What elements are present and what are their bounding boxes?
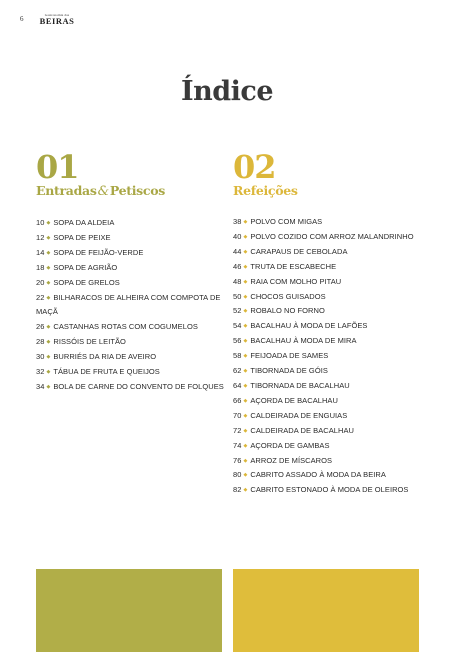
toc-entry bbox=[233, 364, 423, 379]
toc-entry bbox=[233, 409, 423, 424]
diamond-icon: ◆ bbox=[243, 368, 248, 375]
diamond-icon: ◆ bbox=[243, 263, 248, 270]
toc-page-number: 72 bbox=[233, 425, 242, 435]
toc-recipe-name: CASTANHAS ROTAS COM COGUMELOS bbox=[53, 322, 198, 332]
toc-recipe-name: AÇORDA DE GAMBAS bbox=[250, 440, 330, 450]
diamond-icon: ◆ bbox=[243, 382, 248, 389]
toc-page-number: 66 bbox=[233, 395, 242, 405]
toc-page-number: 34 bbox=[36, 381, 45, 391]
toc-recipe-name: ARROZ DE MÍSCAROS bbox=[250, 455, 333, 465]
toc-entry bbox=[36, 246, 226, 261]
ampersand: & bbox=[97, 184, 109, 199]
section-title bbox=[233, 184, 423, 198]
toc-recipe-name: TÁBUA DE FRUTA E QUEIJOS bbox=[53, 367, 160, 377]
toc-recipe-name: SOPA DE GRELOS bbox=[53, 277, 120, 287]
toc-entry bbox=[36, 216, 226, 231]
section-title-part2: Petiscos bbox=[109, 183, 166, 198]
toc-recipe-name: BACALHAU À MODA DE MIRA bbox=[250, 336, 357, 346]
toc-entry bbox=[36, 276, 226, 291]
toc-entry bbox=[233, 394, 423, 409]
toc-entry bbox=[36, 335, 226, 350]
toc-entry bbox=[233, 483, 423, 498]
diamond-icon: ◆ bbox=[243, 353, 248, 360]
diamond-icon: ◆ bbox=[243, 248, 248, 255]
toc-recipe-name: CALDEIRADA DE BACALHAU bbox=[250, 425, 354, 435]
gold-color-block bbox=[233, 569, 419, 652]
diamond-icon: ◆ bbox=[243, 472, 248, 479]
toc-entry bbox=[233, 319, 423, 334]
recipe-list bbox=[233, 215, 423, 498]
toc-page-number: 74 bbox=[233, 440, 242, 450]
diamond-icon: ◆ bbox=[46, 383, 51, 390]
diamond-icon: ◆ bbox=[243, 233, 248, 240]
section-number: 01 bbox=[36, 148, 79, 186]
olive-color-block bbox=[36, 569, 222, 652]
diamond-icon: ◆ bbox=[243, 338, 248, 345]
diamond-icon: ◆ bbox=[46, 220, 51, 226]
toc-recipe-name: BILHARACOS DE ALHEIRA COM COMPOTA DE MAÇÃ bbox=[36, 292, 221, 317]
toc-page-number: 12 bbox=[36, 232, 45, 242]
section-title bbox=[36, 184, 226, 199]
diamond-icon: ◆ bbox=[243, 219, 248, 225]
toc-entry bbox=[233, 304, 423, 319]
section-refeicoes bbox=[233, 150, 423, 498]
toc-recipe-name: ROBALO NO FORNO bbox=[250, 306, 325, 316]
toc-page-number: 80 bbox=[233, 470, 242, 480]
toc-entry bbox=[36, 291, 226, 321]
toc-page-number: 22 bbox=[36, 292, 45, 302]
toc-recipe-name: TIBORNADA DE GÓIS bbox=[250, 366, 328, 376]
diamond-icon: ◆ bbox=[46, 324, 51, 331]
toc-entry bbox=[233, 245, 423, 260]
toc-page-number: 44 bbox=[233, 246, 242, 256]
diamond-icon: ◆ bbox=[243, 397, 248, 404]
toc-entry bbox=[36, 365, 226, 380]
toc-entry bbox=[233, 349, 423, 364]
toc-recipe-name: FEIJOADA DE SAMES bbox=[250, 351, 329, 361]
toc-entry bbox=[233, 260, 423, 275]
toc-entry bbox=[233, 275, 423, 290]
toc-recipe-name: TRUTA DE ESCABECHE bbox=[250, 261, 337, 271]
toc-page-number: 32 bbox=[36, 367, 45, 377]
toc-page-number: 70 bbox=[233, 410, 242, 420]
toc-recipe-name: SOPA DE PEIXE bbox=[53, 232, 111, 242]
diamond-icon: ◆ bbox=[243, 487, 248, 494]
diamond-icon: ◆ bbox=[243, 442, 248, 449]
toc-entry bbox=[233, 424, 423, 439]
toc-entry bbox=[36, 320, 226, 335]
toc-page-number: 18 bbox=[36, 262, 45, 272]
toc-page-number: 48 bbox=[233, 276, 242, 286]
diamond-icon: ◆ bbox=[243, 278, 248, 285]
toc-page-number: 58 bbox=[233, 351, 242, 361]
brand-logo bbox=[36, 14, 78, 26]
toc-entry bbox=[36, 231, 226, 246]
toc-recipe-name: SOPA DA ALDEIA bbox=[53, 218, 115, 227]
diamond-icon: ◆ bbox=[243, 308, 248, 315]
logo-wordmark: BEIRAS bbox=[39, 16, 75, 27]
section-number: 02 bbox=[233, 148, 276, 186]
toc-recipe-name: CABRITO ESTONADO À MODA DE OLEIROS bbox=[250, 485, 409, 495]
diamond-icon: ◆ bbox=[243, 323, 248, 330]
diamond-icon: ◆ bbox=[46, 234, 51, 241]
toc-entry bbox=[233, 379, 423, 394]
diamond-icon: ◆ bbox=[46, 339, 51, 346]
toc-entry bbox=[36, 261, 226, 276]
toc-recipe-name: POLVO COZIDO COM ARROZ MALANDRINHO bbox=[250, 231, 414, 241]
diamond-icon: ◆ bbox=[46, 294, 51, 301]
recipe-list bbox=[36, 216, 226, 395]
toc-entry bbox=[233, 230, 423, 245]
diamond-icon: ◆ bbox=[46, 264, 51, 271]
toc-page-number: 64 bbox=[233, 380, 242, 390]
toc-page-number: 52 bbox=[233, 306, 242, 316]
toc-recipe-name: SOPA DE AGRIÃO bbox=[53, 262, 118, 272]
toc-page-number: 50 bbox=[233, 291, 242, 301]
toc-recipe-name: CABRITO ASSADO À MODA DA BEIRA bbox=[250, 470, 386, 480]
toc-page-number: 26 bbox=[36, 322, 45, 332]
toc-recipe-name: SOPA DE FEIJÃO-VERDE bbox=[53, 247, 144, 257]
diamond-icon: ◆ bbox=[46, 354, 51, 361]
section-title-part1: Entradas bbox=[36, 183, 97, 198]
toc-page-number: 54 bbox=[233, 321, 242, 331]
toc-entry bbox=[233, 334, 423, 349]
toc-page-number: 10 bbox=[36, 218, 45, 227]
diamond-icon: ◆ bbox=[243, 412, 248, 419]
toc-entry bbox=[233, 468, 423, 483]
toc-entry bbox=[233, 290, 423, 305]
diamond-icon: ◆ bbox=[243, 457, 248, 464]
toc-page-number: 30 bbox=[36, 352, 45, 362]
toc-recipe-name: RAIA COM MOLHO PITAU bbox=[250, 276, 342, 286]
toc-recipe-name: RISSÓIS DE LEITÃO bbox=[53, 337, 126, 347]
toc-entry bbox=[233, 439, 423, 454]
logo-tagline: Gastronomia das bbox=[44, 13, 70, 17]
toc-page-number: 38 bbox=[233, 217, 242, 226]
toc-page-number: 40 bbox=[233, 231, 242, 241]
diamond-icon: ◆ bbox=[243, 293, 248, 300]
toc-page-number: 62 bbox=[233, 366, 242, 376]
diamond-icon: ◆ bbox=[46, 249, 51, 256]
diamond-icon: ◆ bbox=[46, 369, 51, 376]
toc-page-number: 82 bbox=[233, 485, 242, 495]
toc-recipe-name: BACALHAU À MODA DE LAFÕES bbox=[250, 321, 368, 331]
toc-recipe-name: POLVO COM MIGAS bbox=[250, 217, 323, 226]
section-title-part1: Refeições bbox=[233, 183, 298, 198]
toc-page-number: 46 bbox=[233, 261, 242, 271]
toc-page-number: 56 bbox=[233, 336, 242, 346]
toc-page-number: 28 bbox=[36, 337, 45, 347]
toc-recipe-name: CHOCOS GUISADOS bbox=[250, 291, 326, 301]
page-number: 6 bbox=[20, 15, 24, 23]
toc-recipe-name: CALDEIRADA DE ENGUIAS bbox=[250, 410, 348, 420]
toc-page-number: 20 bbox=[36, 277, 45, 287]
toc-recipe-name: CARAPAUS DE CEBOLADA bbox=[250, 246, 348, 256]
toc-entry bbox=[233, 215, 423, 230]
toc-page-number: 76 bbox=[233, 455, 242, 465]
section-entradas bbox=[36, 150, 226, 395]
toc-recipe-name: BURRIÉS DA RIA DE AVEIRO bbox=[53, 352, 157, 362]
toc-recipe-name: AÇORDA DE BACALHAU bbox=[250, 395, 338, 405]
toc-page-number: 14 bbox=[36, 247, 45, 257]
toc-recipe-name: TIBORNADA DE BACALHAU bbox=[250, 380, 350, 390]
diamond-icon: ◆ bbox=[243, 427, 248, 434]
toc-entry bbox=[233, 454, 423, 469]
diamond-icon: ◆ bbox=[46, 279, 51, 286]
toc-recipe-name: BOLA DE CARNE DO CONVENTO DE FOLQUES bbox=[53, 381, 224, 391]
toc-entry bbox=[36, 350, 226, 365]
page-title: Índice bbox=[180, 76, 273, 107]
toc-entry bbox=[36, 380, 226, 395]
